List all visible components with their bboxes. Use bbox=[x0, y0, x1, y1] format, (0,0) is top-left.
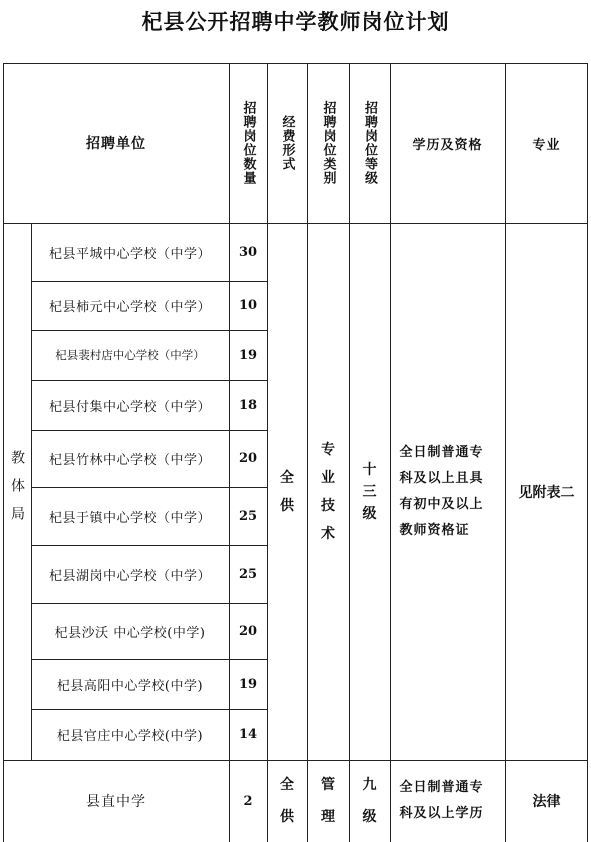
last-row-unit: 县直中学 bbox=[86, 794, 146, 810]
school-position-count: 25 bbox=[238, 508, 258, 524]
header-category: 招聘岗位类别 bbox=[320, 101, 336, 185]
school-position-count: 18 bbox=[238, 397, 258, 413]
stacked-char: 全 bbox=[280, 469, 294, 486]
stacked-char: 供 bbox=[280, 809, 294, 825]
header-unit: 招聘单位 bbox=[86, 136, 146, 152]
school-position-count: 19 bbox=[238, 347, 258, 363]
stacked-char: 技 bbox=[321, 497, 335, 514]
school-unit-name: 杞县于镇中心学校（中学） bbox=[48, 510, 211, 526]
stacked-char: 供 bbox=[280, 497, 294, 514]
header-major: 专业 bbox=[532, 137, 561, 153]
stacked-char: 三 bbox=[362, 483, 377, 500]
group-grade bbox=[363, 463, 377, 521]
header-funding: 经费形式 bbox=[279, 115, 295, 171]
school-unit-name: 杞县高阳中心学校(中学) bbox=[56, 678, 204, 694]
school-position-count: 20 bbox=[238, 451, 258, 466]
school-unit-name: 杞县湖岗中心学校（中学） bbox=[48, 568, 211, 584]
stacked-char: 级 bbox=[362, 809, 377, 825]
stacked-char: 业 bbox=[321, 469, 335, 486]
page-title: 杞县公开招聘中学教师岗位计划 bbox=[141, 9, 450, 34]
header-education: 学历及资格 bbox=[412, 137, 483, 153]
last-row-count: 2 bbox=[243, 793, 253, 809]
stacked-char: 专 bbox=[321, 441, 335, 458]
school-unit-name: 杞县沙沃 中心学校(中学) bbox=[54, 625, 206, 641]
school-position-count: 14 bbox=[238, 727, 258, 742]
school-unit-name: 杞县付集中心学校（中学） bbox=[48, 399, 211, 415]
last-row-education: 全日制普通专科及以上学历 bbox=[399, 780, 484, 821]
school-position-count: 10 bbox=[238, 298, 258, 313]
group-label: 教体局 bbox=[9, 449, 25, 534]
school-position-count: 20 bbox=[238, 623, 258, 639]
group-education: 全日制普通专科及以上且具有初中及以上教师资格证 bbox=[399, 444, 484, 538]
school-position-count: 30 bbox=[238, 244, 258, 260]
stacked-char: 术 bbox=[321, 525, 335, 542]
last-row-major: 法律 bbox=[532, 794, 561, 810]
group-category bbox=[321, 443, 335, 541]
school-unit-name: 杞县官庄中心学校(中学) bbox=[56, 729, 204, 744]
last-row-category bbox=[321, 778, 335, 824]
school-unit-name: 杞县竹林中心学校（中学） bbox=[48, 453, 211, 468]
school-unit-name: 杞县裴村店中心学校（中学） bbox=[55, 348, 205, 362]
stacked-char: 九 bbox=[362, 777, 377, 793]
group-funding bbox=[280, 471, 294, 513]
school-unit-name: 杞县柿元中心学校（中学） bbox=[48, 300, 211, 315]
last-row-funding bbox=[280, 778, 294, 824]
header-grade: 招聘岗位等级 bbox=[362, 101, 377, 185]
stacked-char: 级 bbox=[362, 505, 377, 522]
header-count: 招聘岗位数量 bbox=[240, 101, 256, 185]
group-major: 见附表二 bbox=[518, 484, 575, 501]
school-unit-name: 杞县平城中心学校（中学） bbox=[48, 246, 211, 262]
last-row-grade bbox=[363, 778, 377, 824]
school-position-count: 19 bbox=[238, 676, 258, 692]
stacked-char: 管 bbox=[321, 777, 335, 793]
stacked-char: 全 bbox=[280, 777, 294, 793]
stacked-char: 理 bbox=[321, 809, 335, 825]
stacked-char: 十 bbox=[362, 461, 377, 478]
school-position-count: 25 bbox=[238, 566, 258, 582]
